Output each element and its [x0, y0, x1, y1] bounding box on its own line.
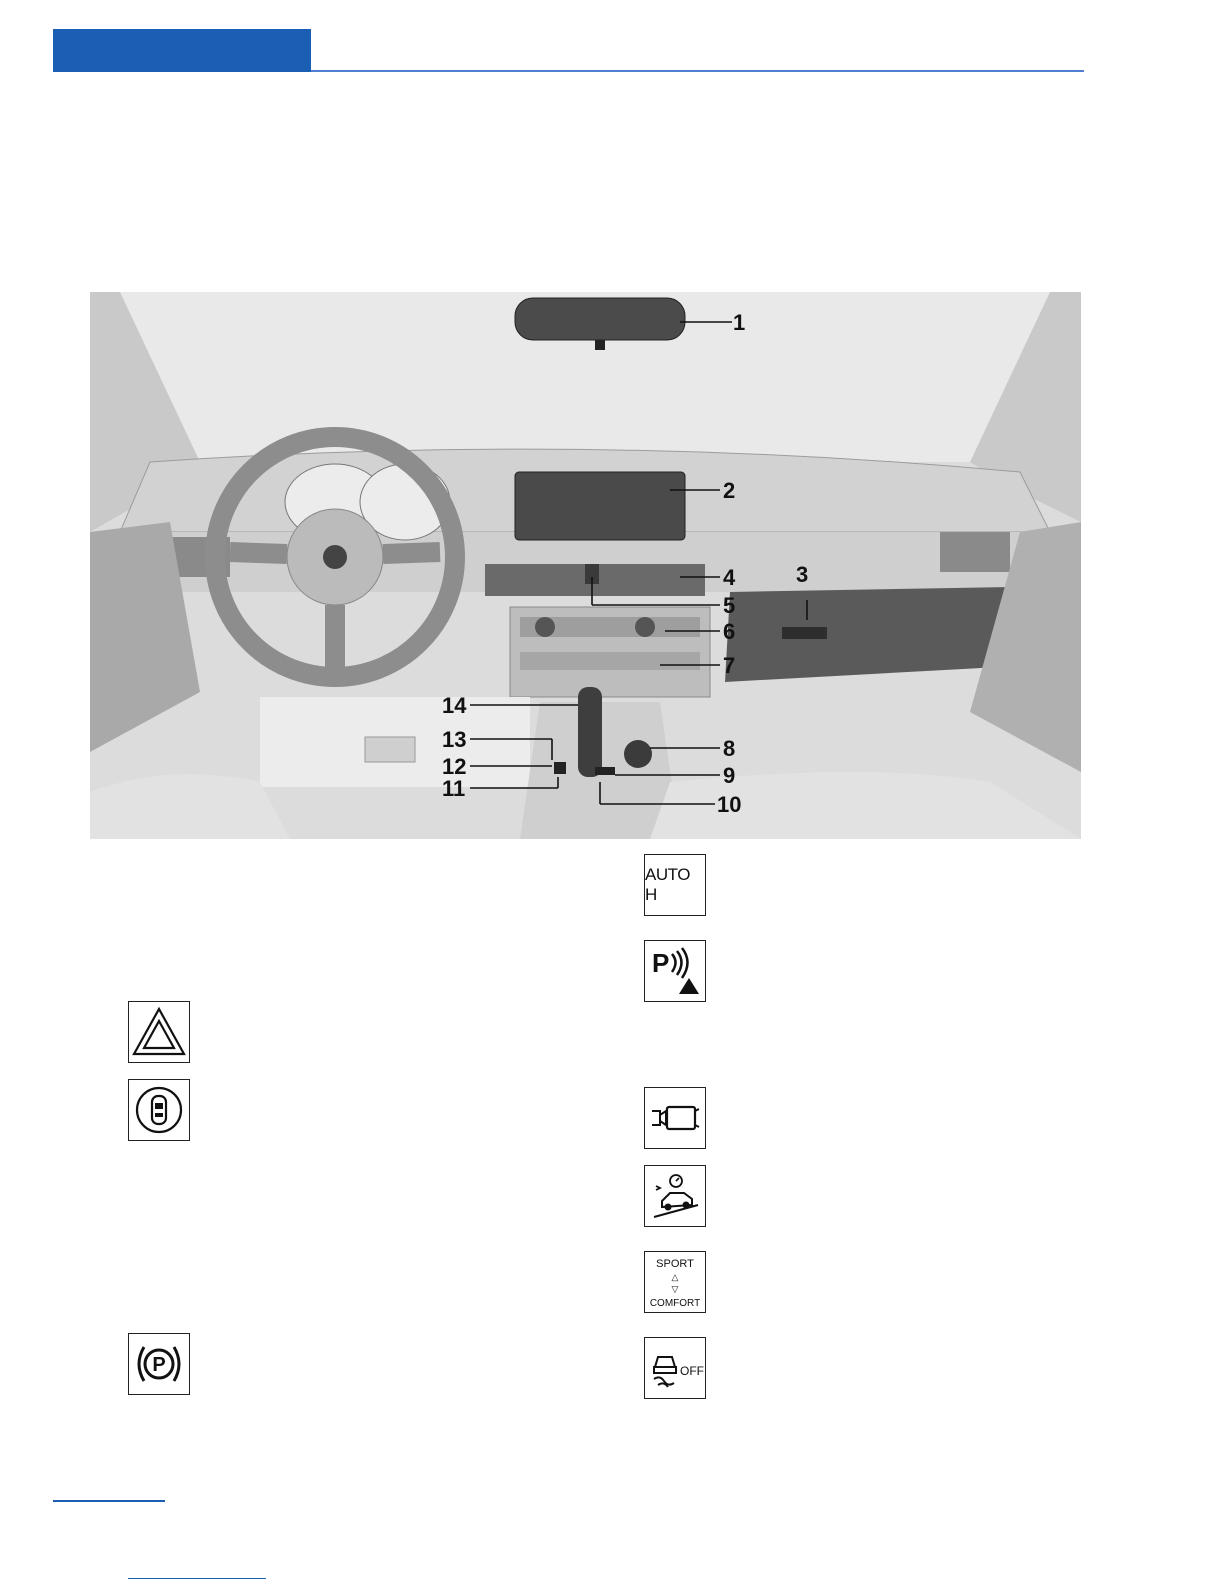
hazard-warning-icon [128, 1001, 190, 1063]
callout-3: 3 [796, 562, 809, 587]
callout-11: 11 [442, 776, 466, 801]
auto-hold-label: AUTO H [645, 865, 690, 904]
callout-9: 9 [723, 763, 736, 788]
parking-brake-icon [128, 1333, 190, 1395]
parking-brake-letter: P [152, 1354, 166, 1376]
camera-icon [644, 1087, 706, 1149]
callout-8: 8 [723, 736, 736, 761]
callout-4: 4 [723, 565, 736, 590]
dsc-off-label: OFF [680, 1364, 704, 1378]
callout-12: 12 [442, 754, 467, 779]
dsc-off-icon [644, 1337, 706, 1399]
footer-link-underline [128, 1578, 266, 1579]
header-tab [53, 29, 311, 72]
callout-2: 2 [723, 478, 736, 503]
callout-6: 6 [723, 619, 736, 644]
callout-5: 5 [723, 593, 736, 618]
drive-mode-up-arrow: △ [671, 1272, 679, 1282]
callout-14: 14 [442, 693, 467, 718]
cockpit-illustration [90, 292, 1081, 839]
central-locking-icon [128, 1079, 190, 1141]
drive-mode-down-arrow: ▽ [671, 1284, 679, 1294]
drive-mode-comfort: COMFORT [649, 1298, 701, 1309]
auto-hold-icon [644, 854, 706, 916]
callout-13: 13 [442, 727, 467, 752]
park-distance-control-icon [644, 940, 706, 1002]
callout-10: 10 [717, 792, 742, 817]
footer-rule [53, 1500, 165, 1502]
callout-1: 1 [733, 310, 746, 335]
header-rule [311, 70, 1084, 72]
callout-7: 7 [723, 653, 736, 678]
pdc-letter: P [652, 948, 670, 978]
driving-experience-switch-icon [644, 1251, 706, 1313]
hill-descent-control-icon [644, 1165, 706, 1227]
drive-mode-sport: SPORT [656, 1258, 694, 1270]
